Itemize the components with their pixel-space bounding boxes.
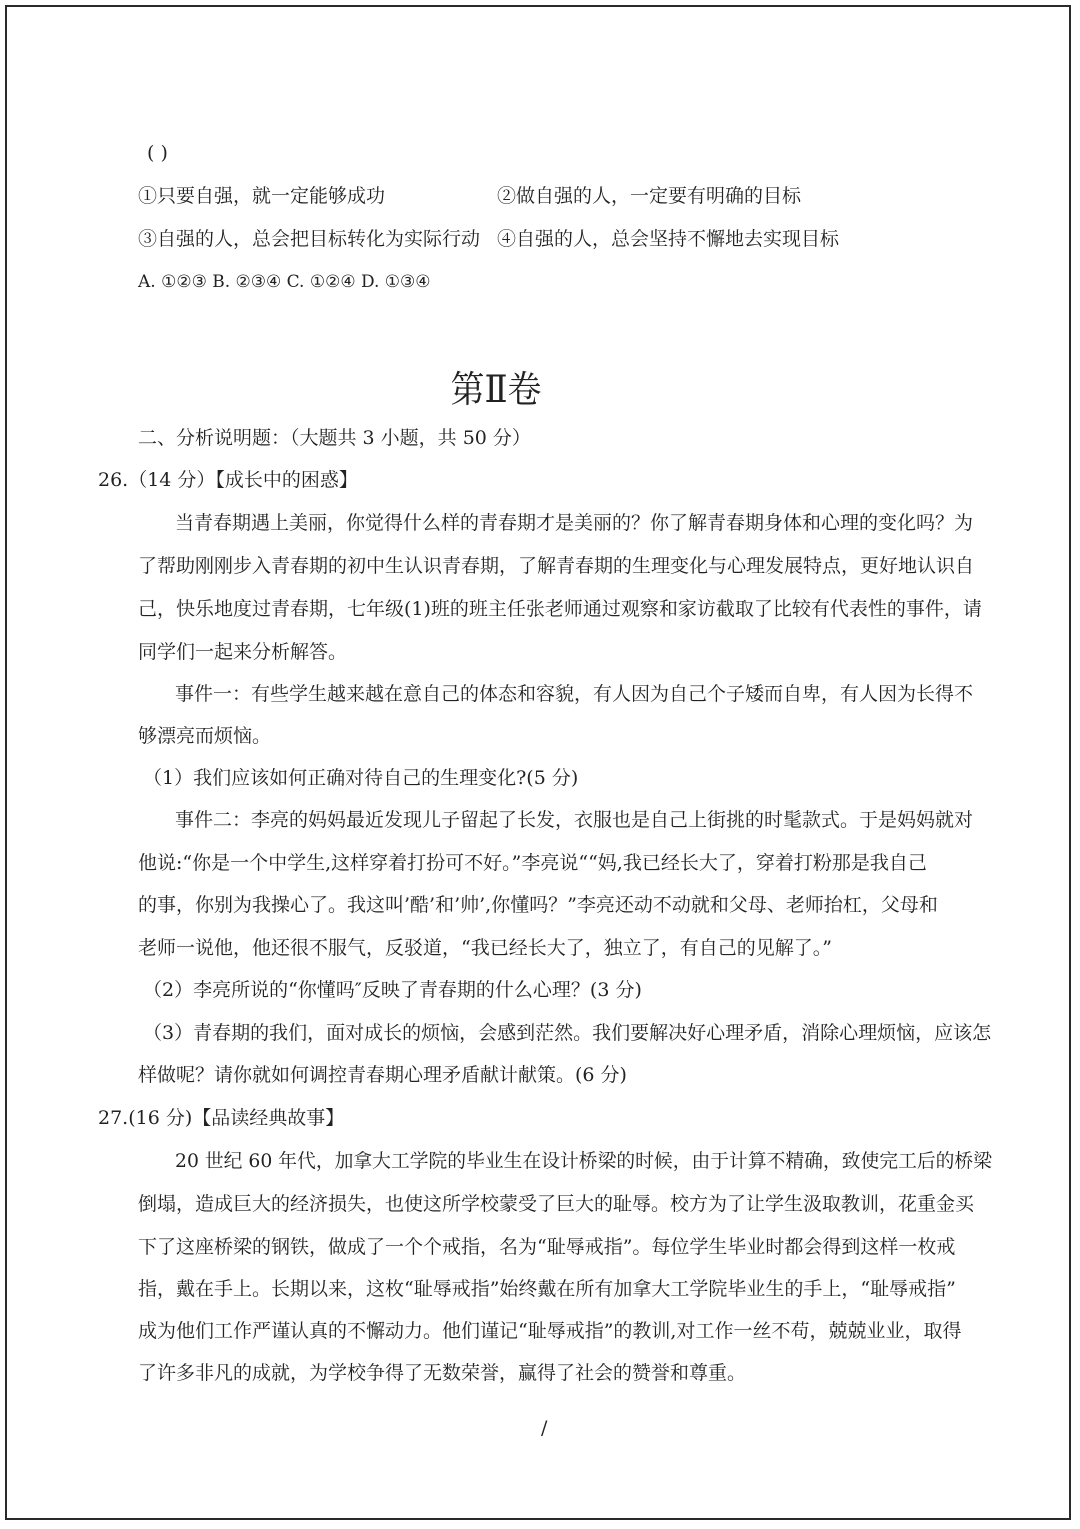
q26-subquestion-2: （2）李亮所说的“你懂吗″反映了青春期的什么心理？(3 分) (143, 979, 642, 1001)
q26-event1-line: 够漂亮而烦恼。 (138, 725, 272, 747)
q26-intro-line: 己，快乐地度过青春期，七年级(1)班的班主任张老师通过观察和家访截取了比较有代表性的事件，请 (138, 598, 982, 620)
q27-story-line: 倒塌，造成巨大的经济损失，也使这所学校蒙受了巨大的耻辱。校方为了让学生汲取教训，花重金买 (138, 1193, 975, 1215)
q26-event2-line: 事件二：李亮的妈妈最近发现儿子留起了长发，衣服也是自己上街挑的时髦款式。于是妈妈就对 (175, 809, 974, 831)
q26-event2-line: 老师一说他，他还很不服气，反驳道，“我已经长大了，独立了，有自己的见解了。” (138, 937, 832, 959)
q27-title: 27.(16 分)【品读经典故事】 (98, 1107, 345, 1129)
q26-intro-line: 了帮助刚刚步入青春期的初中生认识青春期，了解青春期的生理变化与心理发展特点，更好地认识自 (138, 555, 975, 577)
option-1: ①只要自强，就一定能够成功 (138, 185, 386, 207)
q26-title: 26.（14 分）【成长中的困惑】 (98, 469, 358, 491)
section-header: 二、分析说明题：（大题共 3 小题，共 50 分） (138, 427, 531, 449)
page-footer: / (541, 1417, 548, 1439)
q26-event2-line: 他说:“你是一个中学生,这样穿着打扮可不好。”李亮说““妈,我已经长大了，穿着打粉那是我自己 (138, 852, 927, 874)
q27-story-line: 指，戴在手上。长期以来，这枚“耻辱戒指”始终戴在所有加拿大工学院毕业生的手上，“耻辱戒指” (138, 1278, 956, 1300)
q27-story-line: 20 世纪 60 年代，加拿大工学院的毕业生在设计桥梁的时候，由于计算不精确，致使完工后的桥梁 (175, 1150, 992, 1172)
answer-choices: A. ①②③ B. ②③④ C. ①②④ D. ①③④ (138, 272, 431, 292)
q27-story-line: 下了这座桥梁的钢铁，做成了一个个戒指，名为“耻辱戒指”。每位学生毕业时都会得到这样一枚戒 (138, 1236, 956, 1258)
q26-subquestion-3-line: 样做呢？请你就如何调控青春期心理矛盾献计献策。(6 分) (138, 1064, 627, 1086)
volume-title: 第Ⅱ卷 (450, 368, 542, 411)
option-4: ④自强的人，总会坚持不懈地去实现目标 (497, 228, 840, 250)
q26-subquestion-1: （1）我们应该如何正确对待自己的生理变化?(5 分) (143, 767, 579, 789)
q27-story-line: 了许多非凡的成就，为学校争得了无数荣誉，赢得了社会的赞誉和尊重。 (138, 1362, 747, 1384)
q26-event1-line: 事件一：有些学生越来越在意自己的体态和容貌，有人因为自己个子矮而自卑，有人因为长得不 (175, 683, 974, 705)
q26-event2-line: 的事，你别为我操心了。我这叫’酷’和’帅’,你懂吗？”李亮还动不动就和父母、老师抬杠，父母和 (138, 894, 938, 916)
q26-intro-line: 同学们一起来分析解答。 (138, 641, 348, 663)
option-2: ②做自强的人，一定要有明确的目标 (497, 185, 802, 207)
q26-intro-line: 当青春期遇上美丽，你觉得什么样的青春期才是美丽的？你了解青春期身体和心理的变化吗？为 (175, 512, 974, 534)
q27-story-line: 成为他们工作严谨认真的不懈动力。他们谨记“耻辱戒指”的教训,对工作一丝不苟，兢兢业业，取得 (138, 1320, 962, 1342)
answer-bracket: ( ) (147, 142, 168, 164)
q26-subquestion-3-line: （3）青春期的我们，面对成长的烦恼，会感到茫然。我们要解决好心理矛盾，消除心理烦恼，应该怎 (143, 1022, 992, 1044)
option-3: ③自强的人，总会把目标转化为实际行动 (138, 228, 481, 250)
